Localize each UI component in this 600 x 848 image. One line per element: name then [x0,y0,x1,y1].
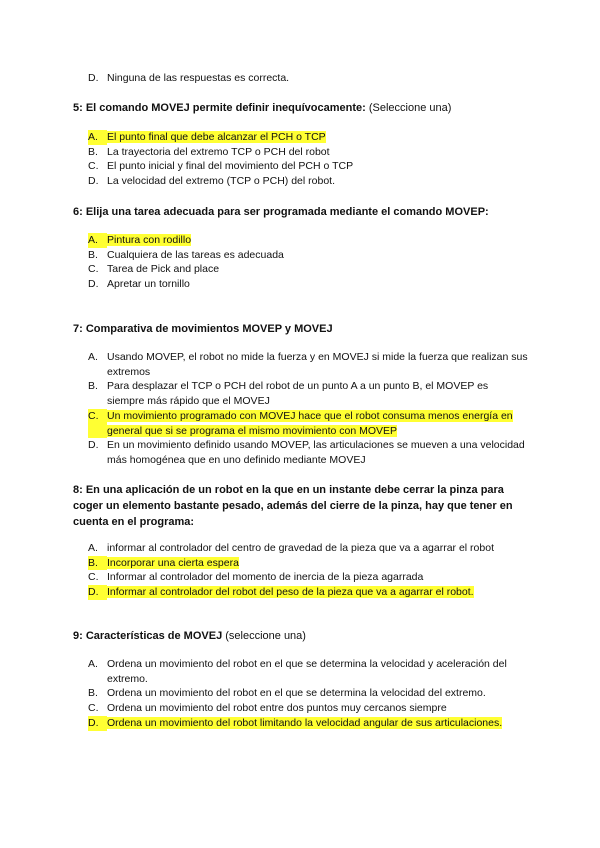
option-letter: C. [88,409,107,438]
option-letter: B. [88,145,98,158]
option-text: Apretar un tornillo [107,278,190,291]
option-8a [88,541,528,556]
question-7-title [73,321,533,337]
option-text: Un movimiento programado con MOVEJ hace que el robot consuma menos energía en general que si se programa el mismo movimiento con MOVEP [107,409,513,437]
question-title: 6: Elija una tarea adecuada para ser programada mediante el comando MOVEP: [73,206,489,218]
option-text: Ordena un movimiento del robot entre dos puntos muy cercanos siempre [107,702,447,715]
option-letter: D. [88,175,99,188]
option-text: El punto inicial y final del movimiento del PCH o TCP [107,160,354,173]
option-letter: D. [88,278,99,291]
option-6b [88,248,528,263]
option-letter: B. [88,248,98,261]
option-letter: C. [88,571,99,584]
option-text: Informar al controlador del momento de inercia de la pieza agarrada [107,571,424,584]
option-8b [88,556,528,571]
option-letter: A. [88,351,98,363]
option-9c [88,701,528,716]
option-text: El punto final que debe alcanzar el PCH o TCP [107,131,326,143]
option-9a [88,657,528,686]
question-suffix: (Seleccione una) [365,102,452,114]
question-title: 5: El comando MOVEJ permite definir inequívocamente: [73,102,366,114]
option-text: Informar al controlador del robot del peso de la pieza que va a agarrar el robot. [107,586,474,599]
option-text: La velocidad del extremo (TCP o PCH) del robot. [107,175,335,188]
option-text: Ordena un movimiento del robot limitando la velocidad angular de sus articulaciones. [107,716,503,729]
option-5b [88,145,528,160]
question-8-options [88,541,528,600]
question-9-options [88,657,528,731]
option-text: Cualquiera de las tareas es adecuada [107,248,284,261]
option-text: Tarea de Pick and place [107,263,220,276]
option-letter: A. [88,658,98,670]
option-text: Usando MOVEP, el robot no mide la fuerza y en MOVEJ si mide la fuerza que realizan sus extremos [107,351,528,378]
option-7c [88,409,528,438]
question-5-options [88,130,528,189]
option-text: La trayectoria del extremo TCP o PCH del robot [107,145,330,158]
option-6d [88,277,528,292]
option-5a [88,130,528,145]
option-letter: C. [88,702,99,715]
question-5-title [73,100,533,116]
option-letter: C. [88,160,99,173]
option-letter: D. [88,585,107,600]
option-8c [88,570,528,585]
question-6-options [88,233,528,292]
option-text: Ordena un movimiento del robot en el que se determina la velocidad del extremo. [107,687,486,700]
option-5c [88,159,528,174]
option-6c [88,262,528,277]
option-5d [88,174,528,189]
question-7-options [88,350,528,468]
option-letter: A. [88,542,98,554]
option-text: Para desplazar el TCP o PCH del robot de un punto A a un punto B, el MOVEP es siempre más rápido que el MOVEJ [107,380,489,408]
question-title: 7: Comparativa de movimientos MOVEP y MOVEJ [73,323,333,335]
option-8d [88,585,528,600]
option-7a [88,350,528,379]
question-8-title [73,482,533,530]
question-suffix: (seleccione una) [222,630,306,642]
option-letter: B. [88,556,107,571]
option-letter: C. [88,263,99,276]
option-letter: A. [88,130,107,145]
option-6a [88,233,528,248]
option-letter: A. [88,233,107,248]
option-letter: D. [88,439,99,452]
option-7d [88,438,528,467]
option-text: Pintura con rodillo [107,234,192,246]
question-9-title [73,628,533,644]
option-9b [88,686,528,701]
option-9d [88,716,528,731]
option-text: Incorporar una cierta espera [107,556,239,569]
option-text: En un movimiento definido usando MOVEP, las articulaciones se mueven a una velocidad más homogénea que en uno definido mediante MOVEJ [107,439,525,466]
question-title: 9: Características de MOVEJ [73,630,223,642]
option-text: informar al controlador del centro de gravedad de la pieza que va a agarrar el robot [107,542,494,554]
option-letter: D. [88,72,99,84]
option-text: Ninguna de las respuestas es correcta. [107,72,290,84]
option-top-d [88,71,528,86]
option-letter: B. [88,380,98,393]
question-6-title [73,204,533,220]
option-7b [88,379,528,408]
option-letter: D. [88,716,107,731]
top-options [88,71,528,86]
option-text: Ordena un movimiento del robot en el que se determina la velocidad y aceleración del extremo. [107,658,507,685]
option-letter: B. [88,687,98,700]
question-title: 8: En una aplicación de un robot en la que en un instante debe cerrar la pinza para coger un elemento bastante pesado, además del cierre de la pinza, hay que tener en cuenta en el programa: [73,484,513,528]
